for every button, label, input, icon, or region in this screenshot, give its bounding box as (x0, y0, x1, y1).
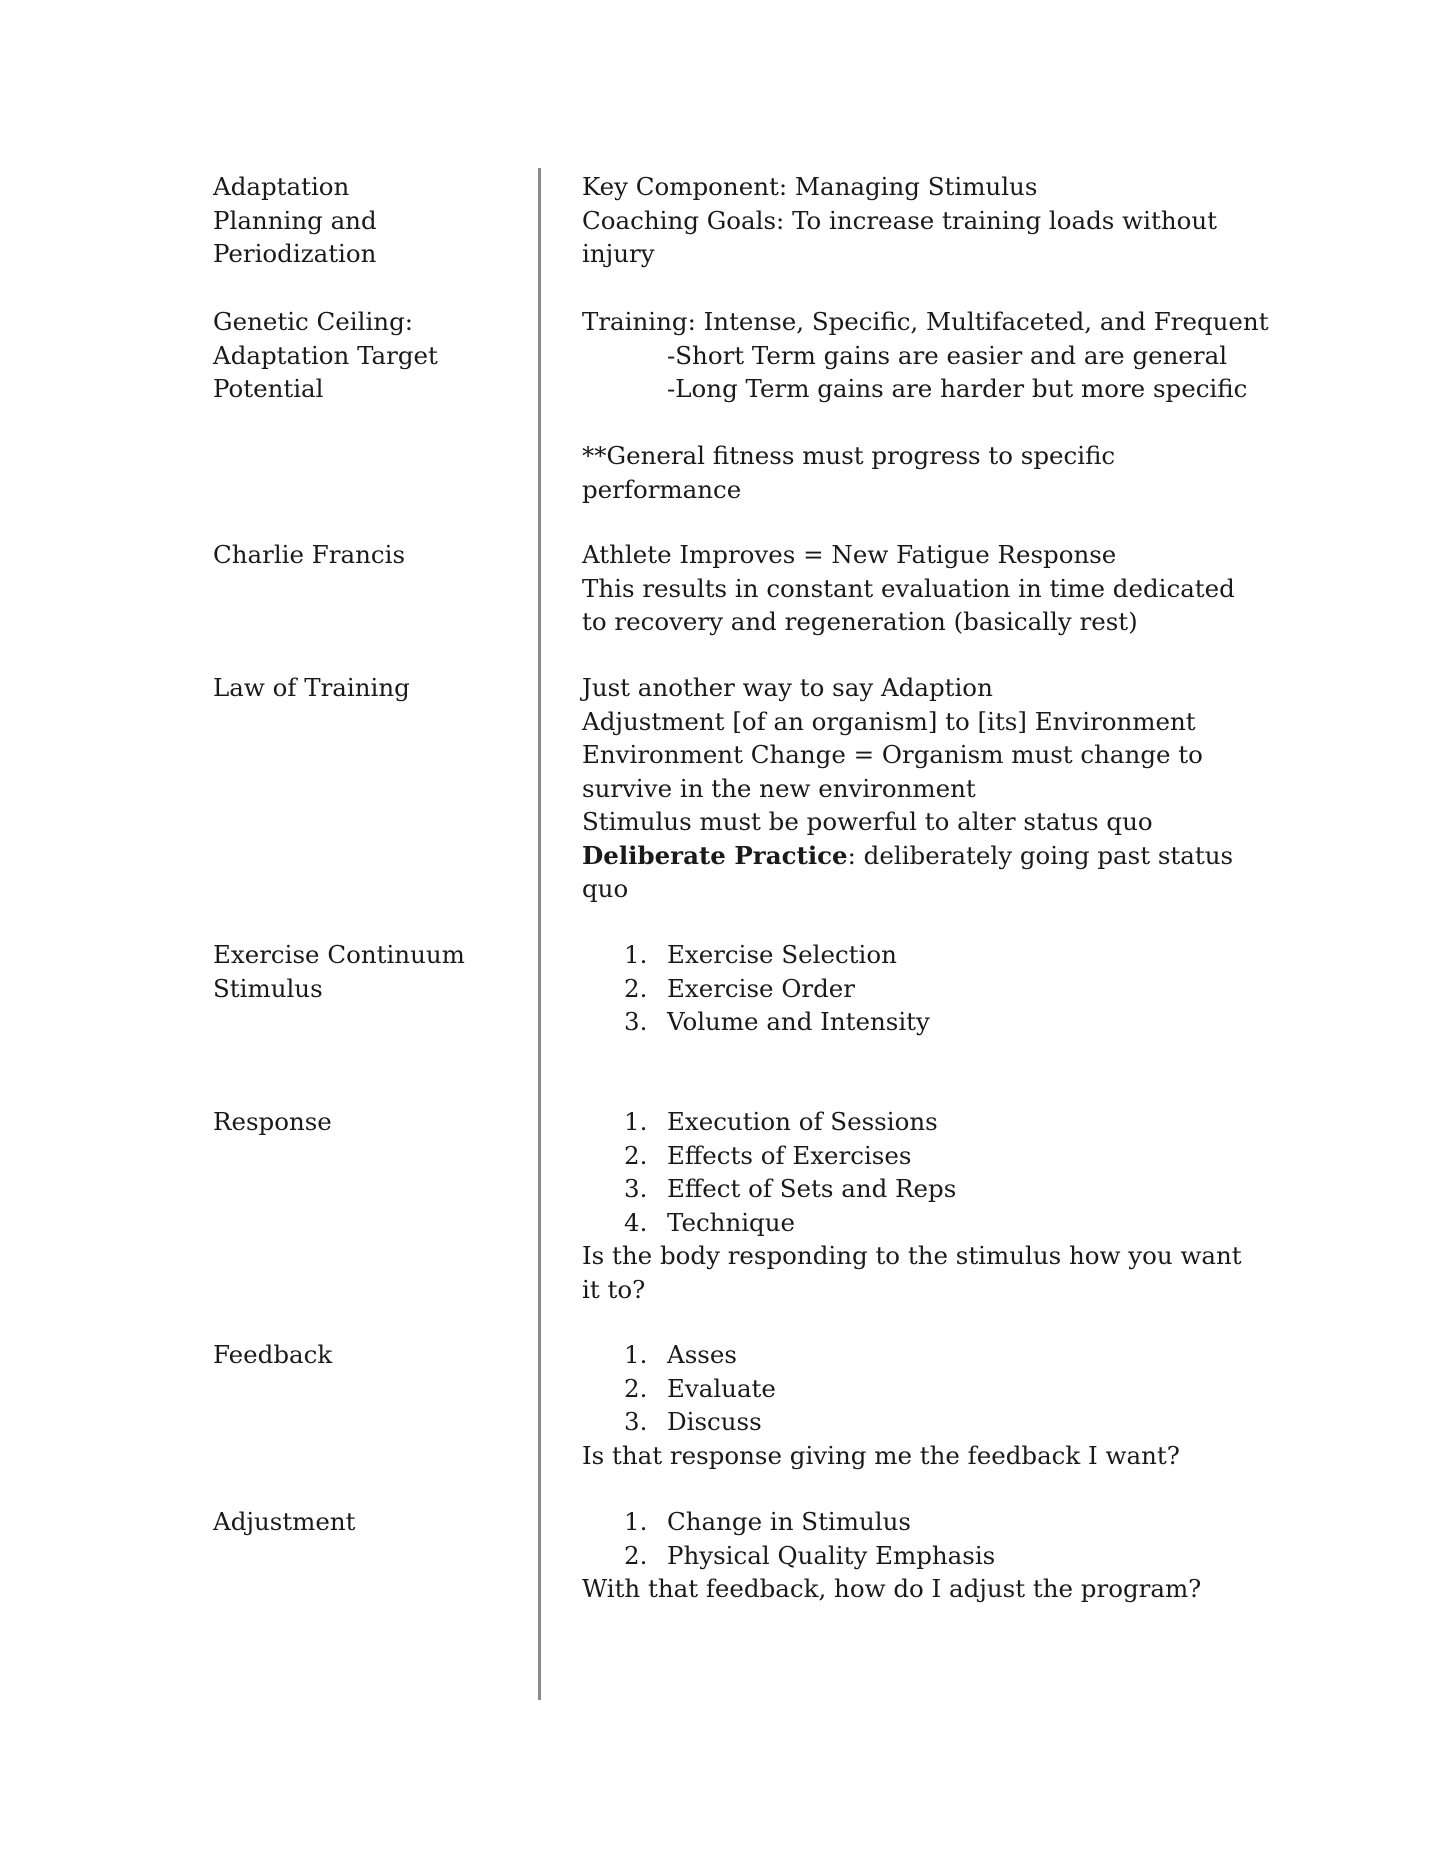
list-number: 3. (624, 1007, 648, 1036)
text-line: Adjustment [of an organism] to [its] Environment (582, 706, 1196, 736)
list-number: 1. (624, 1507, 648, 1536)
question-line: With that feedback, how do I adjust the program? (582, 1574, 1202, 1603)
list-item: 2. Effects of Exercises (582, 1139, 1282, 1173)
text-line: Stimulus must be powerful to alter status quo (582, 807, 1153, 836)
text-line: quo (582, 874, 629, 903)
list-number: 1. (624, 1107, 648, 1136)
bold-term: Deliberate Practice (582, 840, 848, 870)
list-item: 2. Evaluate (582, 1372, 1282, 1406)
text-line: Training: Intense, Specific, Multifaceted, and Frequent (582, 307, 1269, 336)
section-content (582, 1105, 1282, 1306)
list-item: 3. Volume and Intensity (582, 1005, 1282, 1039)
text-line: survive in the new environment (582, 773, 976, 803)
section-content (582, 1338, 1282, 1472)
list-number: 4. (624, 1207, 648, 1237)
note-line: performance (582, 474, 742, 504)
text-line: Just another way to say Adaption (582, 673, 993, 702)
section-label: Charlie Francis (213, 540, 406, 569)
list-item: 1. Exercise Selection (582, 938, 1282, 972)
section-content (582, 938, 1282, 1039)
list-number: 3. (624, 1407, 648, 1436)
list-number: 2. (624, 1540, 648, 1570)
text-line: Coaching Goals: To increase training loads without (582, 205, 1217, 235)
list-number: 2. (624, 1140, 648, 1170)
question-line: Is the body responding to the stimulus how you want (582, 1241, 1242, 1270)
section-content (582, 538, 1282, 639)
section-label: Genetic Ceiling: Adaptation Target Potential (213, 307, 438, 403)
numbered-list (582, 1105, 1282, 1239)
question-line: Is that response giving me the feedback I want? (582, 1440, 1180, 1470)
section-content (582, 671, 1282, 906)
section-content (582, 1505, 1282, 1606)
text-line: This results in constant evaluation in time dedicated (582, 573, 1235, 603)
section-label: Exercise Continuum Stimulus (213, 940, 465, 1003)
list-item: 2. Exercise Order (582, 972, 1282, 1006)
section-label: Adjustment (213, 1507, 356, 1536)
section-label: Feedback (213, 1340, 333, 1369)
text-line: Environment Change = Organism must change to (582, 740, 1203, 769)
list-number: 2. (624, 1373, 648, 1403)
list-number: 1. (624, 940, 648, 969)
column-divider (538, 168, 541, 1700)
list-number: 2. (624, 973, 648, 1003)
section-label: Response (213, 1107, 332, 1136)
text-line: Key Component: Managing Stimulus (582, 172, 1038, 201)
list-item: 3. Effect of Sets and Reps (582, 1172, 1282, 1206)
list-number: 3. (624, 1174, 648, 1203)
list-item: 1. Change in Stimulus (582, 1505, 1282, 1539)
definition-text: : deliberately going past status (847, 840, 1234, 870)
list-item: 3. Discuss (582, 1405, 1282, 1439)
numbered-list (582, 1338, 1282, 1439)
indented-line: -Long Term gains are harder but more specific (667, 374, 1248, 403)
note-line: **General fitness must progress to specific (582, 441, 1116, 470)
text-line: Athlete Improves = New Fatigue Response (582, 540, 1117, 569)
list-item: 2. Physical Quality Emphasis (582, 1539, 1282, 1573)
question-line: it to? (582, 1274, 646, 1304)
deliberate-practice-line (582, 839, 1282, 873)
text-line: to recovery and regeneration (basically rest) (582, 607, 1138, 636)
section-label: Law of Training (213, 673, 410, 702)
text-line: injury (582, 239, 655, 268)
list-number: 1. (624, 1340, 648, 1369)
numbered-list (582, 1505, 1282, 1572)
list-item: 1. Asses (582, 1338, 1282, 1372)
section-label: Adaptation Planning and Periodization (213, 172, 377, 268)
indented-line: -Short Term gains are easier and are general (667, 340, 1228, 370)
section-content (582, 170, 1282, 271)
list-item: 1. Execution of Sessions (582, 1105, 1282, 1139)
section-content (582, 305, 1282, 506)
list-item: 4. Technique (582, 1206, 1282, 1240)
numbered-list (582, 938, 1282, 1039)
